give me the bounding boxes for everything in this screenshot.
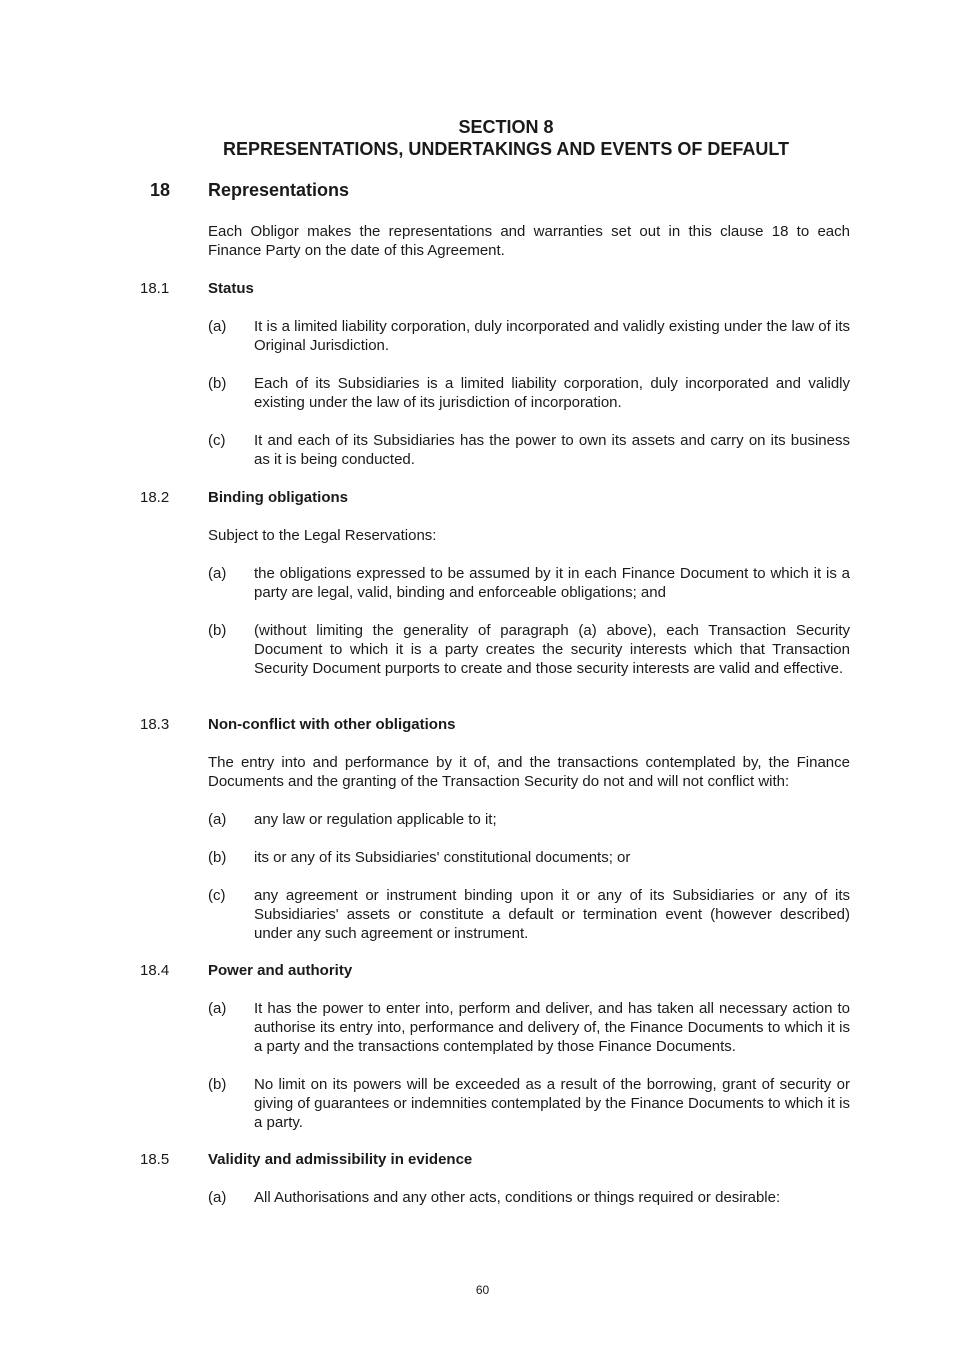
list-item-label: (c) xyxy=(208,887,226,904)
list-item-label: (b) xyxy=(208,849,227,866)
subclause-intro: Subject to the Legal Reservations: xyxy=(208,527,437,544)
list-item-text: any law or regulation applicable to it; xyxy=(254,811,497,828)
list-item-label: (a) xyxy=(208,1189,227,1206)
clause-title: Representations xyxy=(208,180,350,200)
subclause-title: Power and authority xyxy=(208,962,353,979)
list-item xyxy=(208,999,850,1056)
subclause-number: 18.1 xyxy=(140,280,170,297)
list-item-text: Each of its Subsidiaries is a limited liability corporation, duly incorporated and validly existing under the law of its jurisdiction of incorporation. xyxy=(254,375,850,411)
list-item xyxy=(208,1188,850,1207)
list-item-text: its or any of its Subsidiaries' constitutional documents; or xyxy=(254,849,631,866)
list-item-label: (a) xyxy=(208,318,227,335)
subclause-title: Binding obligations xyxy=(208,489,348,506)
list-item-text: No limit on its powers will be exceeded as a result of the borrowing, grant of security or giving of guarantees or indemnities contemplated by the Finance Documents to which it is a party. xyxy=(254,1076,850,1131)
page-number: 60 xyxy=(475,1283,490,1297)
list-item-text: It is a limited liability corporation, duly incorporated and validly existing under the law of its Original Jurisdiction. xyxy=(254,318,850,354)
list-item-text: (without limiting the generality of paragraph (a) above), each Transaction Security Document to which it is a party creates the security interests which that Transaction Security Document purports to create and those security interests are valid and effective. xyxy=(254,622,850,677)
list-item-label: (b) xyxy=(208,1076,227,1093)
list-item xyxy=(208,848,850,867)
subclause-number: 18.5 xyxy=(140,1151,170,1168)
list-item xyxy=(208,886,850,943)
list-item-text: All Authorisations and any other acts, conditions or things required or desirable: xyxy=(254,1189,781,1206)
list-item xyxy=(208,564,850,602)
list-item-text: the obligations expressed to be assumed by it in each Finance Document to which it is a party are legal, valid, binding and enforceable obligations; and xyxy=(254,565,850,601)
list-item-label: (b) xyxy=(208,622,227,639)
subclause-title: Non-conflict with other obligations xyxy=(208,716,456,733)
clause-number: 18 xyxy=(150,180,171,200)
subclause-title: Validity and admissibility in evidence xyxy=(208,1151,473,1168)
list-item-label: (c) xyxy=(208,432,226,449)
list-item xyxy=(208,374,850,412)
section-title: SECTION 8 xyxy=(458,117,554,137)
clause-intro: Each Obligor makes the representations and warranties set out in this clause 18 to each Finance Party on the date of this Agreement. xyxy=(208,223,850,259)
list-item-label: (a) xyxy=(208,1000,227,1017)
list-item xyxy=(208,621,850,678)
list-item-text: It and each of its Subsidiaries has the power to own its assets and carry on its business as it is being conducted. xyxy=(254,432,850,468)
list-item-label: (a) xyxy=(208,565,227,582)
list-item xyxy=(208,317,850,355)
section-subtitle: REPRESENTATIONS, UNDERTAKINGS AND EVENTS OF DEFAULT xyxy=(222,139,790,159)
list-item-label: (a) xyxy=(208,811,227,828)
list-item-label: (b) xyxy=(208,375,227,392)
subclause-number: 18.2 xyxy=(140,489,170,506)
section-heading xyxy=(0,116,965,160)
list-item xyxy=(208,810,850,829)
subclause-number: 18.4 xyxy=(140,962,170,979)
list-item-text: It has the power to enter into, perform and deliver, and has taken all necessary action to authorise its entry into, performance and delivery of, the Finance Documents to which it is a party and the transactions contemplated by those Finance Documents. xyxy=(254,1000,850,1055)
list-item-text: any agreement or instrument binding upon it or any of its Subsidiaries or any of its Subsidiaries' assets or constitute a default or termination event (however described) under any such agreement or instrument. xyxy=(254,887,850,942)
subclause-title: Status xyxy=(208,280,254,297)
subclause-number: 18.3 xyxy=(140,716,170,733)
list-item xyxy=(208,431,850,469)
subclause-intro: The entry into and performance by it of, and the transactions contemplated by, the Finance Documents and the granting of the Transaction Security do not and will not conflict with: xyxy=(208,754,850,790)
list-item xyxy=(208,1075,850,1132)
